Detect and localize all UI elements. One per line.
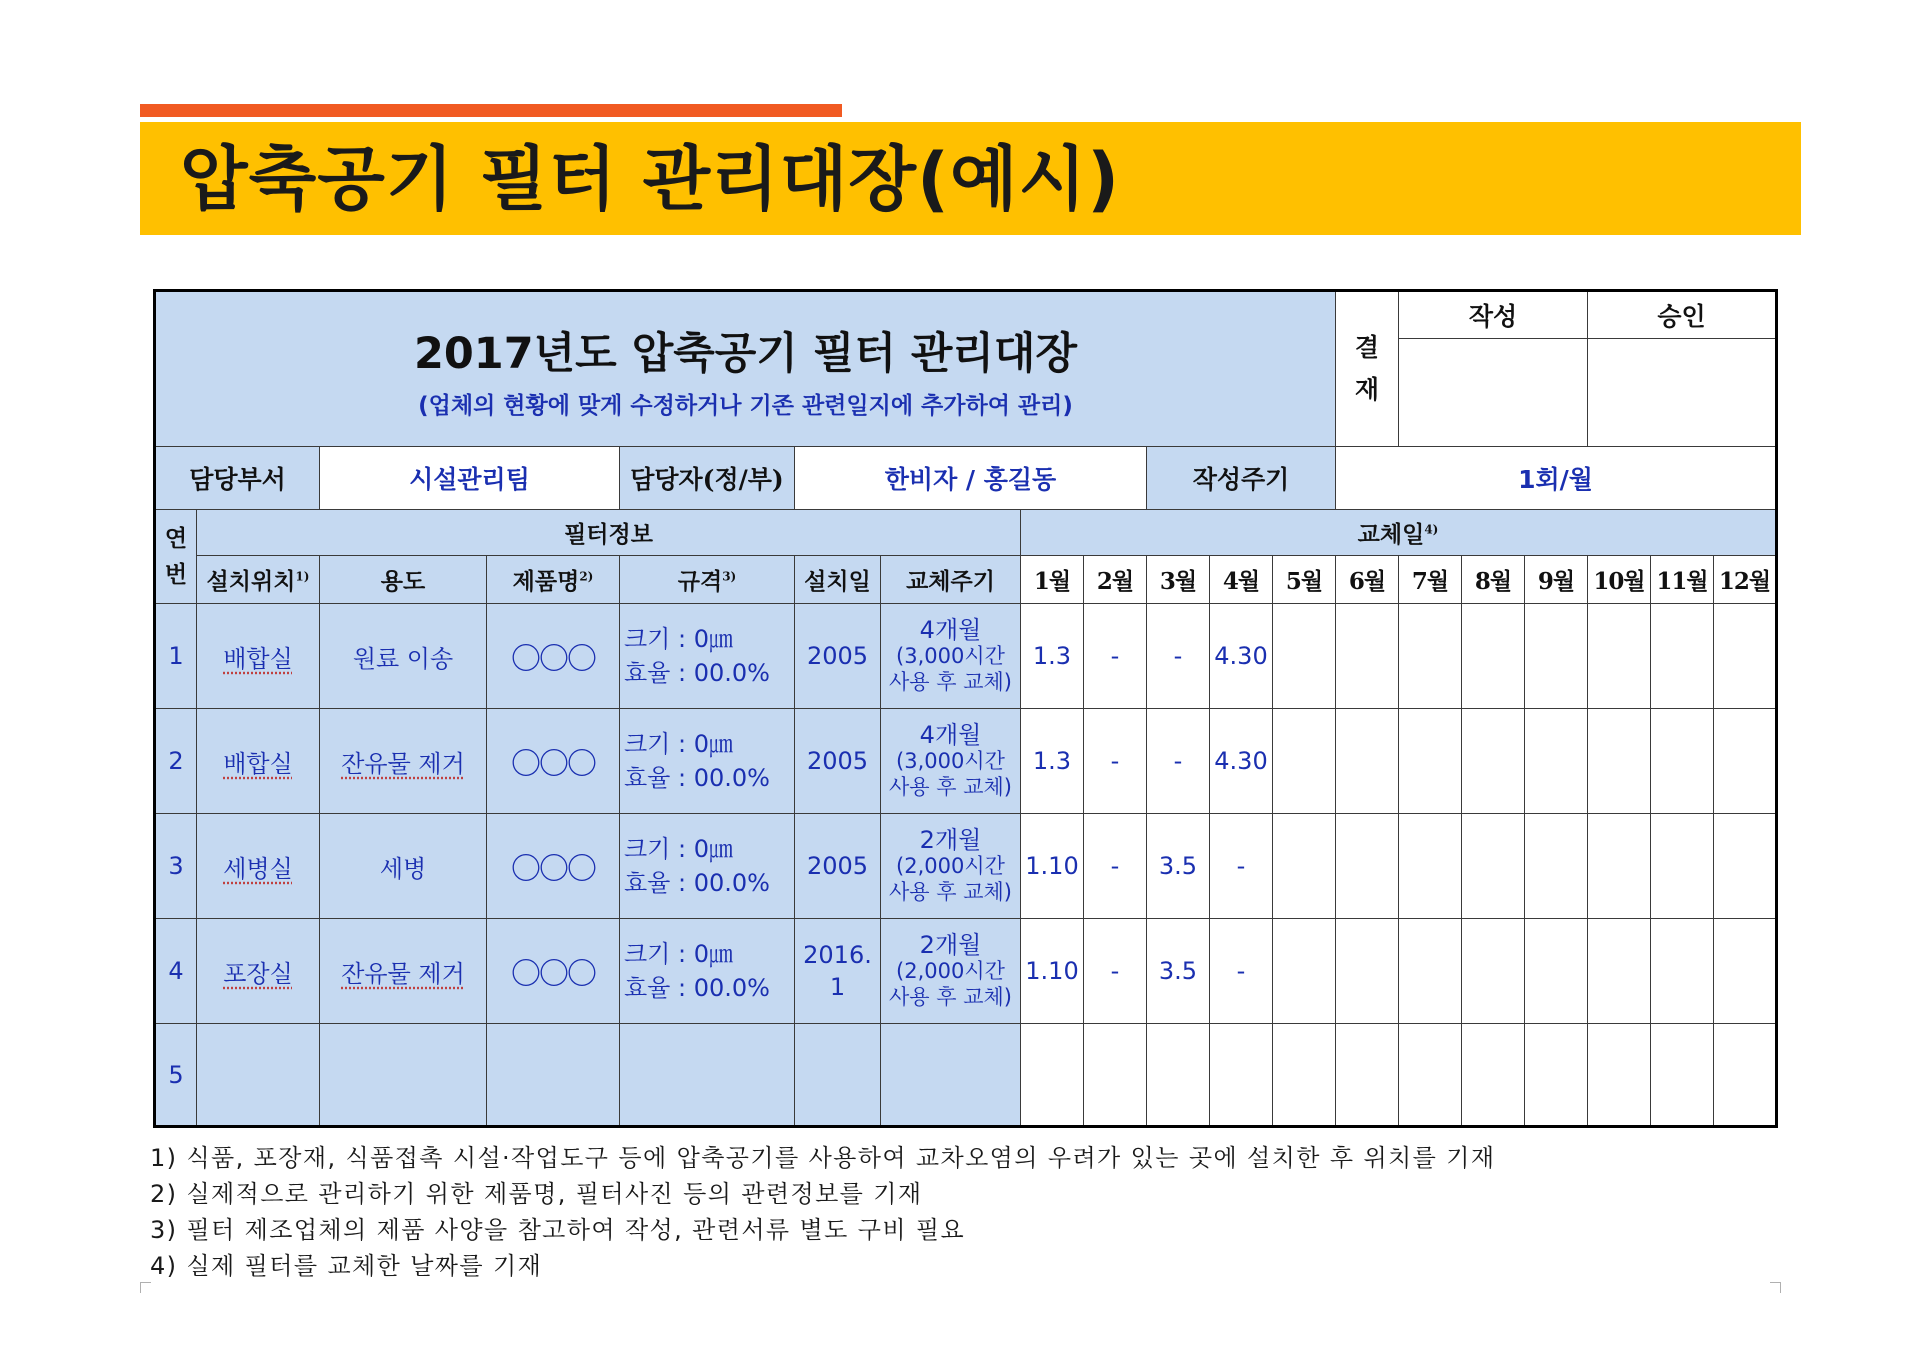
- approval-approver-sign[interactable]: [1588, 339, 1777, 447]
- usage-cell[interactable]: [320, 1024, 487, 1127]
- month-cell[interactable]: [1462, 604, 1525, 709]
- month-cell[interactable]: -: [1147, 709, 1210, 814]
- location-cell[interactable]: 배합실: [197, 709, 320, 814]
- form-title: 2017년도 압축공기 필터 관리대장: [413, 329, 1078, 379]
- month-header: 12월: [1714, 556, 1777, 604]
- month-cell[interactable]: [1525, 604, 1588, 709]
- month-cell[interactable]: [1651, 709, 1714, 814]
- month-cell[interactable]: [1399, 814, 1462, 919]
- footnote-2: 2) 실제적으로 관리하기 위한 제품명, 필터사진 등의 관련정보를 기재: [150, 1180, 923, 1208]
- month-header: 8월: [1462, 556, 1525, 604]
- table-row: [155, 814, 1777, 919]
- row-number-header: 연 번: [155, 510, 197, 604]
- manager-value[interactable]: 한비자 / 홍길동: [795, 447, 1147, 510]
- month-cell[interactable]: [1399, 709, 1462, 814]
- month-cell[interactable]: [1462, 919, 1525, 1024]
- approval-approver-header: 승인: [1588, 291, 1777, 339]
- approval-label: 결 재: [1336, 291, 1399, 447]
- month-cell[interactable]: 1.3: [1021, 604, 1084, 709]
- row-number: 1: [155, 604, 197, 709]
- month-cell[interactable]: -: [1084, 709, 1147, 814]
- row-number: 5: [155, 1024, 197, 1127]
- table-row: [155, 604, 1777, 709]
- dept-value[interactable]: 시설관리팀: [320, 447, 620, 510]
- month-header: 2월: [1084, 556, 1147, 604]
- product-cell[interactable]: 〇〇〇: [487, 604, 620, 709]
- month-cell[interactable]: [1462, 1024, 1525, 1127]
- page-title: 압축공기 필터 관리대장(예시): [180, 138, 1121, 220]
- month-cell[interactable]: [1273, 814, 1336, 919]
- spec-cell[interactable]: 크기 : 0㎛ 효율 : 00.0%: [620, 709, 795, 814]
- dept-label: 담당부서: [155, 447, 320, 510]
- filter-info-header: 필터정보: [197, 510, 1021, 556]
- month-cell[interactable]: [1651, 604, 1714, 709]
- location-header: 설치위치$^{1)}$: [197, 556, 320, 604]
- table-row: [155, 1024, 1777, 1127]
- install-date-header: 설치일: [795, 556, 881, 604]
- month-cell[interactable]: -: [1147, 604, 1210, 709]
- month-cell[interactable]: [1273, 1024, 1336, 1127]
- product-cell[interactable]: [487, 1024, 620, 1127]
- month-cell[interactable]: [1399, 919, 1462, 1024]
- month-cell[interactable]: 1.3: [1021, 709, 1084, 814]
- month-cell[interactable]: [1651, 1024, 1714, 1127]
- month-cell[interactable]: -: [1084, 814, 1147, 919]
- footnotes: [150, 1140, 1495, 1284]
- manager-label: 담당자(정/부): [620, 447, 795, 510]
- product-cell[interactable]: 〇〇〇: [487, 814, 620, 919]
- approval-writer-header: 작성: [1399, 291, 1588, 339]
- usage-cell[interactable]: 세병: [320, 814, 487, 919]
- month-header: 7월: [1399, 556, 1462, 604]
- month-cell[interactable]: [1651, 919, 1714, 1024]
- month-header: 6월: [1336, 556, 1399, 604]
- table-row: [155, 709, 1777, 814]
- month-header: 5월: [1273, 556, 1336, 604]
- month-cell[interactable]: -: [1210, 919, 1273, 1024]
- product-header: 제품명$^{2)}$: [487, 556, 620, 604]
- install-date-cell[interactable]: [795, 1024, 881, 1127]
- usage-cell[interactable]: 잔유물 제거: [320, 919, 487, 1024]
- month-cell[interactable]: -: [1084, 604, 1147, 709]
- replace-cycle-cell[interactable]: 2개월 (2,000시간 사용 후 교체): [881, 919, 1021, 1024]
- install-date-cell[interactable]: 2005: [795, 604, 881, 709]
- spec-header: 규격$^{3)}$: [620, 556, 795, 604]
- replace-cycle-cell[interactable]: 4개월 (3,000시간 사용 후 교체): [881, 709, 1021, 814]
- replace-cycle-cell[interactable]: 2개월 (2,000시간 사용 후 교체): [881, 814, 1021, 919]
- month-cell[interactable]: [1588, 709, 1651, 814]
- spec-cell[interactable]: 크기 : 0㎛ 효율 : 00.0%: [620, 604, 795, 709]
- filter-ledger-table: [153, 289, 1778, 1128]
- form-subtitle: (업체의 현황에 맞게 수정하거나 기존 관련일지에 추가하여 관리): [418, 393, 1073, 419]
- month-cell[interactable]: [1336, 604, 1399, 709]
- footnote-3: 3) 필터 제조업체의 제품 사양을 참고하여 작성, 관련서류 별도 구비 필요: [150, 1216, 966, 1244]
- month-cell[interactable]: [1525, 919, 1588, 1024]
- month-header: 9월: [1525, 556, 1588, 604]
- month-cell[interactable]: [1588, 814, 1651, 919]
- form-title-cell: [155, 291, 1336, 447]
- month-cell[interactable]: [1273, 604, 1336, 709]
- product-cell[interactable]: 〇〇〇: [487, 919, 620, 1024]
- spec-cell[interactable]: [620, 1024, 795, 1127]
- orange-accent-bar: [140, 104, 842, 117]
- month-cell[interactable]: 4.30: [1210, 709, 1273, 814]
- page-corner-mark: [140, 1282, 151, 1293]
- month-cell[interactable]: [1714, 814, 1777, 919]
- month-cell[interactable]: 1.10: [1021, 919, 1084, 1024]
- month-cell[interactable]: [1588, 1024, 1651, 1127]
- month-cell[interactable]: [1273, 919, 1336, 1024]
- usage-cell[interactable]: 잔유물 제거: [320, 709, 487, 814]
- month-cell[interactable]: 4.30: [1210, 604, 1273, 709]
- location-cell[interactable]: [197, 1024, 320, 1127]
- month-cell[interactable]: [1021, 1024, 1084, 1127]
- month-cell[interactable]: [1651, 814, 1714, 919]
- month-cell[interactable]: [1525, 814, 1588, 919]
- table-row: [155, 919, 1777, 1024]
- spec-cell[interactable]: 크기 : 0㎛ 효율 : 00.0%: [620, 814, 795, 919]
- install-date-cell[interactable]: 2016. 1: [795, 919, 881, 1024]
- approval-writer-sign[interactable]: [1399, 339, 1588, 447]
- replace-date-header: 교체일$^{4)}$: [1021, 510, 1777, 556]
- month-cell[interactable]: -: [1210, 814, 1273, 919]
- location-cell[interactable]: 배합실: [197, 604, 320, 709]
- month-cell[interactable]: [1714, 1024, 1777, 1127]
- month-cell[interactable]: [1714, 709, 1777, 814]
- month-cell[interactable]: 1.10: [1021, 814, 1084, 919]
- footnote-1: 1) 식품, 포장재, 식품접촉 시설·작업도구 등에 압축공기를 사용하여 교차오염의 우려가 있는 곳에 설치한 후 위치를 기재: [150, 1144, 1496, 1172]
- month-header: 10월: [1588, 556, 1651, 604]
- month-cell[interactable]: 3.5: [1147, 919, 1210, 1024]
- month-cell[interactable]: [1714, 604, 1777, 709]
- row-number: 2: [155, 709, 197, 814]
- month-cell[interactable]: [1336, 709, 1399, 814]
- month-cell[interactable]: [1714, 919, 1777, 1024]
- replace-cycle-header: 교체주기: [881, 556, 1021, 604]
- month-cell[interactable]: [1525, 1024, 1588, 1127]
- location-cell[interactable]: 포장실: [197, 919, 320, 1024]
- month-cell[interactable]: [1588, 604, 1651, 709]
- month-cell[interactable]: [1336, 814, 1399, 919]
- month-cell[interactable]: 3.5: [1147, 814, 1210, 919]
- cycle-value[interactable]: 1회/월: [1336, 447, 1777, 510]
- month-cell[interactable]: [1273, 709, 1336, 814]
- month-cell[interactable]: [1336, 919, 1399, 1024]
- month-cell[interactable]: [1399, 1024, 1462, 1127]
- month-cell[interactable]: [1084, 1024, 1147, 1127]
- spec-cell[interactable]: 크기 : 0㎛ 효율 : 00.0%: [620, 919, 795, 1024]
- product-cell[interactable]: 〇〇〇: [487, 709, 620, 814]
- month-cell[interactable]: [1525, 709, 1588, 814]
- month-cell[interactable]: [1399, 604, 1462, 709]
- month-cell[interactable]: -: [1084, 919, 1147, 1024]
- footnote-4: 4) 실제 필터를 교체한 날짜를 기재: [150, 1252, 543, 1280]
- month-header: 11월: [1651, 556, 1714, 604]
- month-cell[interactable]: [1336, 1024, 1399, 1127]
- page-corner-mark: [1770, 1282, 1781, 1293]
- row-number: 4: [155, 919, 197, 1024]
- usage-header: 용도: [320, 556, 487, 604]
- month-header: 3월: [1147, 556, 1210, 604]
- install-date-cell[interactable]: 2005: [795, 709, 881, 814]
- month-cell[interactable]: [1147, 1024, 1210, 1127]
- month-cell[interactable]: [1462, 709, 1525, 814]
- month-cell[interactable]: [1462, 814, 1525, 919]
- month-header: 4월: [1210, 556, 1273, 604]
- install-date-cell[interactable]: 2005: [795, 814, 881, 919]
- month-cell[interactable]: [1210, 1024, 1273, 1127]
- usage-cell[interactable]: 원료 이송: [320, 604, 487, 709]
- month-header: 1월: [1021, 556, 1084, 604]
- replace-cycle-cell[interactable]: [881, 1024, 1021, 1127]
- month-cell[interactable]: [1588, 919, 1651, 1024]
- cycle-label: 작성주기: [1147, 447, 1336, 510]
- location-cell[interactable]: 세병실: [197, 814, 320, 919]
- replace-cycle-cell[interactable]: 4개월 (3,000시간 사용 후 교체): [881, 604, 1021, 709]
- row-number: 3: [155, 814, 197, 919]
